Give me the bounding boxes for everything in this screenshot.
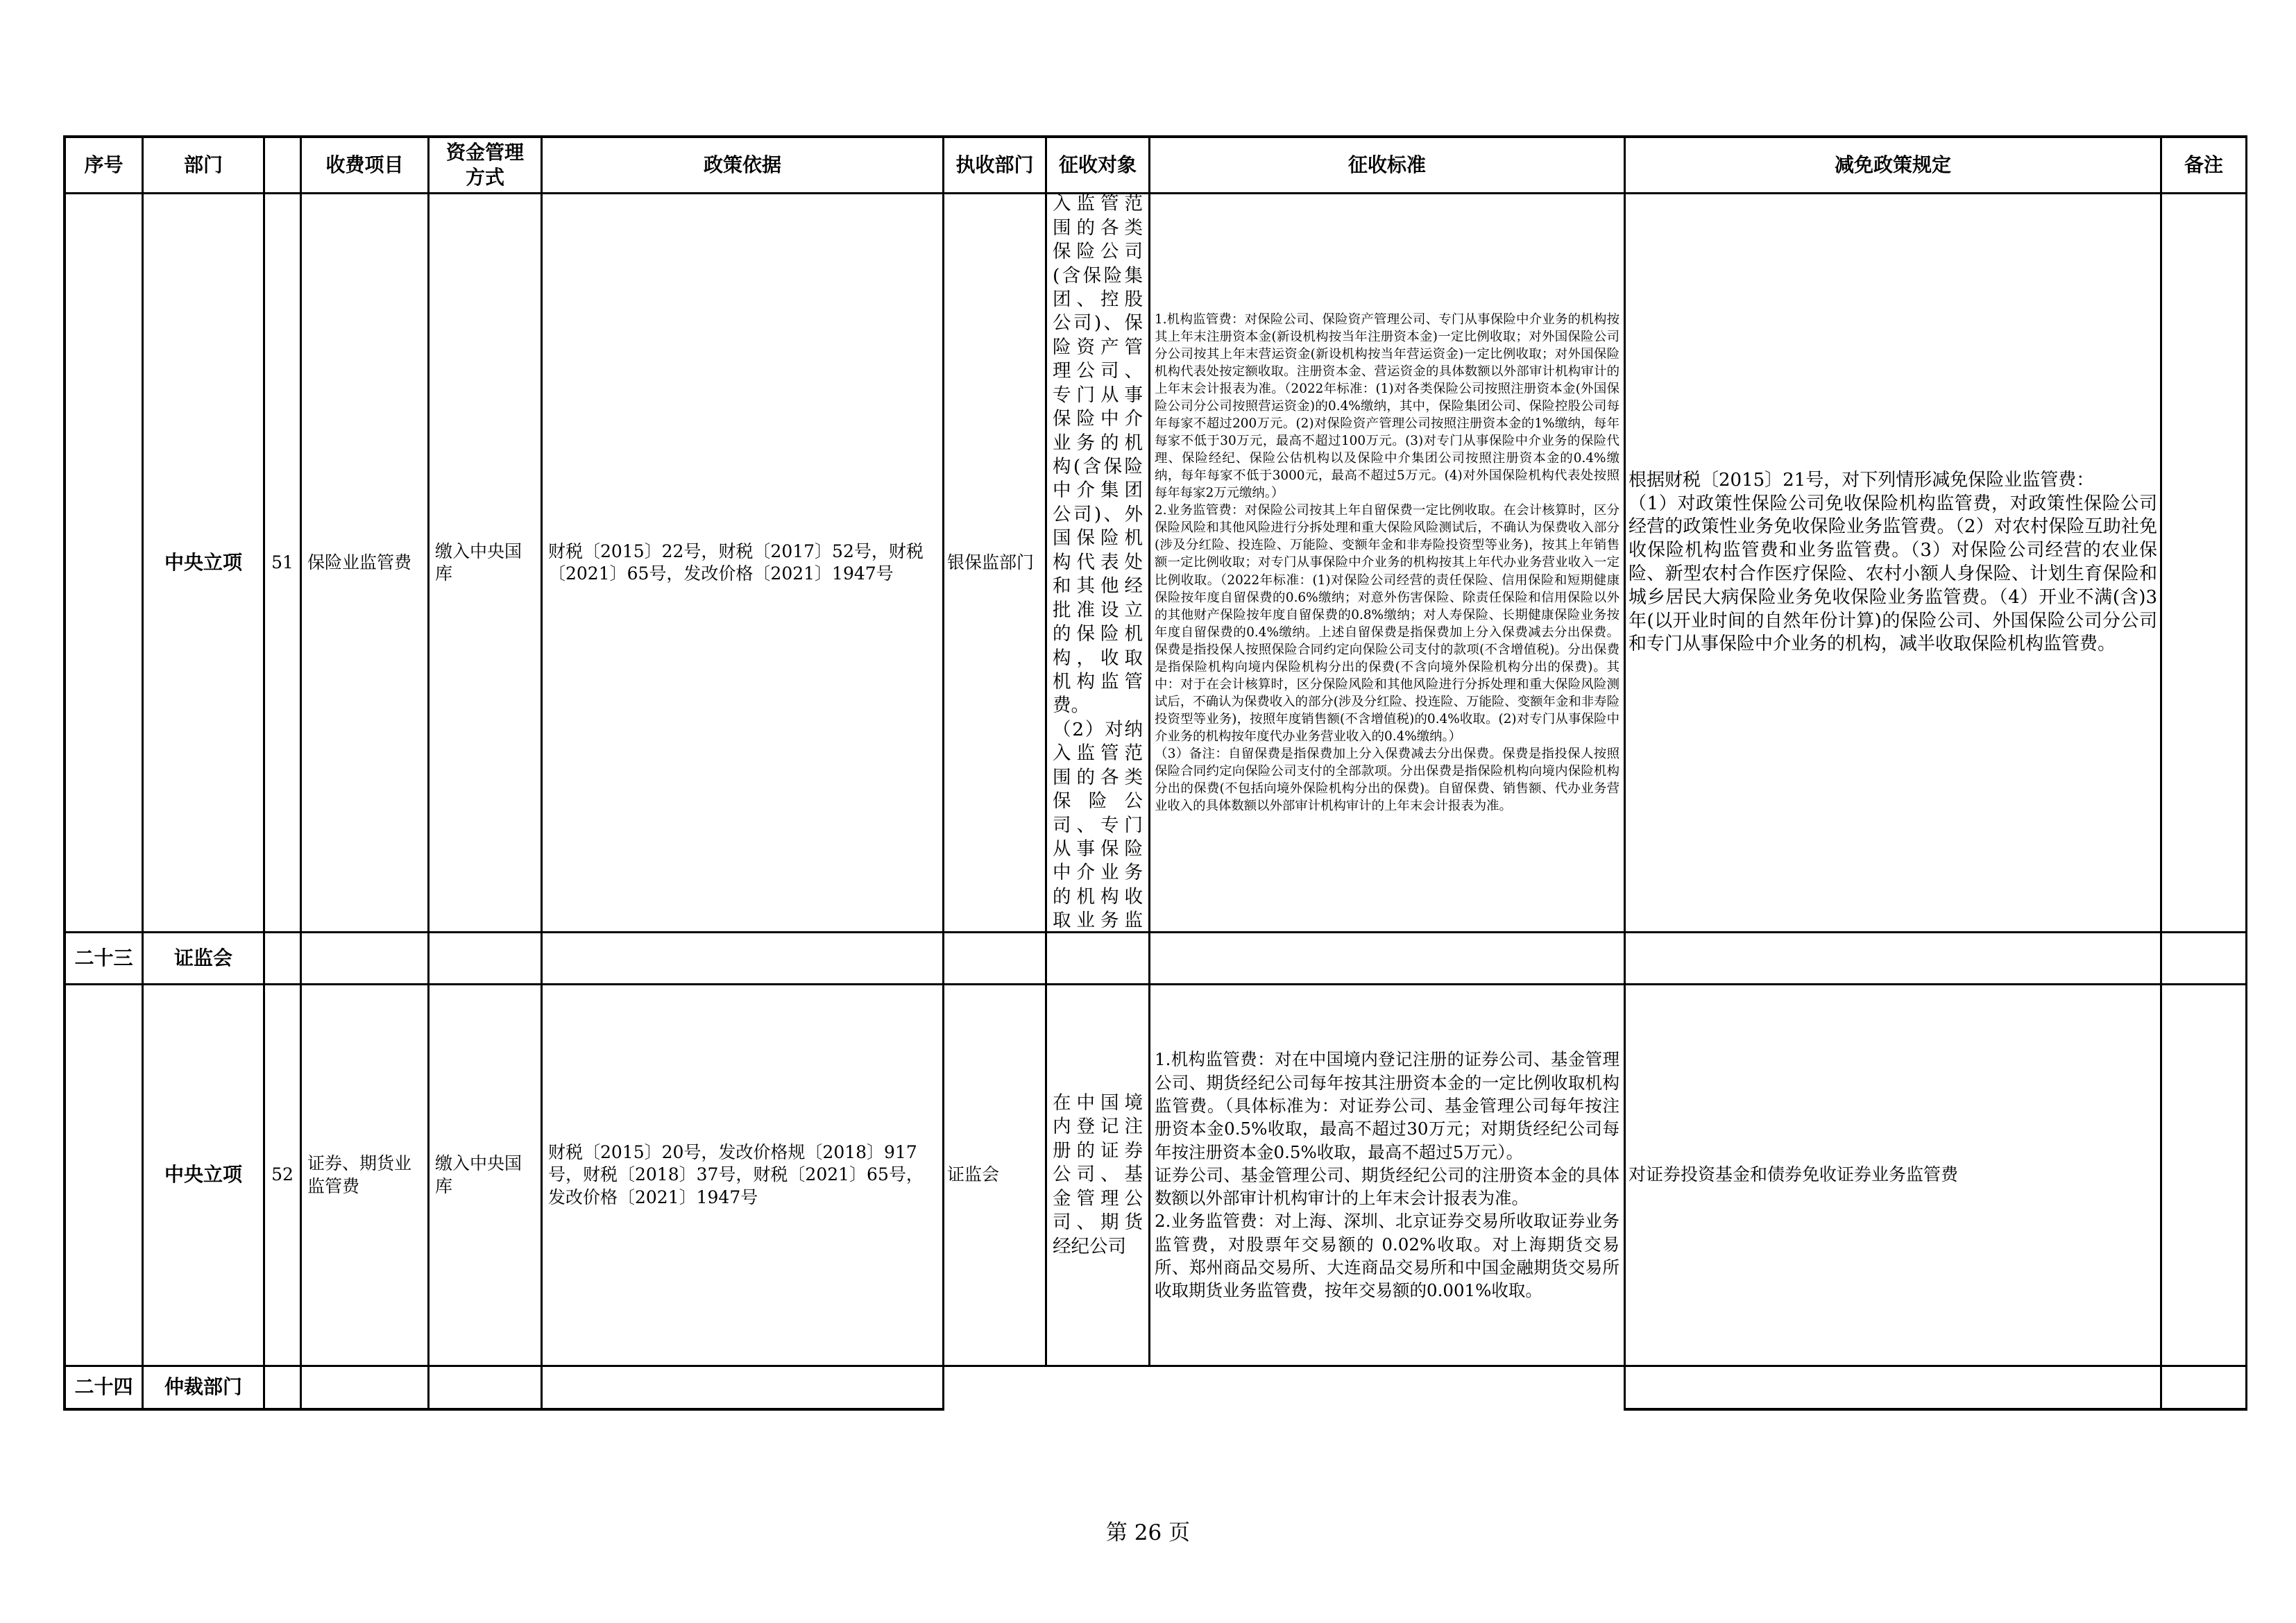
header-collector: 执收部门 (955, 153, 1034, 176)
header-standard: 征收标准 (1347, 153, 1426, 176)
table-border-right (2245, 135, 2247, 1411)
row-52-item: 证券、期货业监管费 (307, 1153, 412, 1196)
header-target: 征收对象 (1058, 153, 1137, 176)
page-number: 第 26 页 (1105, 1520, 1191, 1545)
row-52-dept: 中央立项 (164, 1163, 242, 1187)
section-24-dept: 仲裁部门 (164, 1375, 242, 1399)
header-item: 收费项目 (325, 153, 404, 176)
row-51-exemption-cell (1626, 194, 2160, 931)
row-51-collector: 银保监部门 (947, 552, 1035, 572)
table-rule (63, 931, 2247, 933)
header-policy: 政策依据 (703, 153, 781, 176)
header-seq: 序号 (84, 153, 124, 176)
row-52-target: 在中国境内登记注册的证券公司、基金管理公司、期货经纪公司 (1053, 1091, 1143, 1257)
header-fund: 资金管理方式 (445, 140, 524, 189)
section-24-seq: 二十四 (74, 1375, 133, 1399)
table-rule (1624, 1408, 2247, 1411)
row-51-remark (2162, 194, 2245, 931)
row-51-dept: 中央立项 (164, 550, 242, 574)
row-51-standard-cell (1150, 194, 1624, 931)
row-52-target-cell (1047, 985, 1148, 1365)
header-dept: 部门 (183, 153, 223, 176)
row-52-fund: 缴入中央国库 (435, 1153, 522, 1196)
section-23-dept: 证监会 (173, 946, 232, 969)
row-51-policy: 财税〔2015〕22号，财税〔2017〕52号，财税〔2021〕65号，发改价格〔2021〕1947号 (548, 541, 924, 584)
row-52-exemption: 对证券投资基金和债券免收证券业务监管费 (1629, 1164, 1959, 1185)
table-rule (63, 1408, 944, 1411)
row-52-policy: 财税〔2015〕20号，发改价格规〔2018〕917号，财税〔2018〕37号，财税〔2021〕65号，发改价格〔2021〕1947号 (548, 1141, 924, 1207)
row-51-standard: 1.机构监管费：对保险公司、保险资产管理公司、专门从事保险中介业务的机构按其上年末注册资本金(新设机构按当年注册资本金)一定比例收取；对外国保险公司分公司按其上年末营运资金(新设机构按当年营运资金)一定比例收取；对外国保险机构代表处按定额收取。注册资本金、营运资金的具体数额以外部审计机构审计的上年末会计报表为准。（2022年标准：(1)对各类保险公司按照注册资本金(外国保险公司分公司按照营运资金)的0.4%缴纳，其中，保险集团公司、保险控股公司每年每家不超过200万元。(2)对保险资产管理公司按照注册资本金的1%缴纳，每年每家不低于30万元，最高不超过100万元。(3)对专门从事保险中介业务的保险代理、保险经纪、保险公估机构以及保险中介集团公司按照注册资本金的0.4%缴纳，每年每家不低于3000元，最高不超过5万元。(4)对外国保险机构代表处按照每年每家2万元缴纳。） 2.业务监管费：对保险公司按其上年自留保费一定比例收取。在会计核算时，区分保险风险和其他风险进行分拆处理和重大保险风险测试后，不确认为保费收入部分(涉及分红险、投连险、万能险、变额年金和非寿险投资型等业务)，按其上年销售额一定比例收取；对专门从事保险中介业务的机构按其上年代办业务营业收入一定比例收取。（2022年标准：(1)对保险公司经营的责任保险、信用保险和短期健康保险按年度自留保费的0.6%缴纳；对意外伤害保险、除责任保险和信用保险以外的其他财产保险按年度自留保费的0.8%缴纳；对人寿保险、长期健康保险业务按年度自留保费的0.4%缴纳。上述自留保费是指保费加上分入保费减去分出保费。保费是指投保人按照保险合同约定向保险公司支付的款项(不含增值税)。分出保费是指保险机构向境内保险机构分出的保费(不含向境外保险机构分出的保费)。其中：对于在会计核算时，区分保险风险和其他风险进行分拆处理和重大保险风险测试后，不确认为保费收入的部分(涉及分红险、投连险、万能险、变额年金和非寿险投资型等业务)，按照年度销售额(不含增值税)的0.4%收取。(2)对专门从事保险中介业务的机构按年度代办业务营业收入的0.4%缴纳。） （3）备注：自留保费是指保费加上分入保费减去分出保费。保费是指投保人按照保险合同约定向保险公司支付的全部款项。分出保费是指保险机构向境内保险机构分出的保费(不包括向境外保险机构分出的保费)。自留保费、销售额、代办业务营业收入的具体数额以外部审计机构审计的上年末会计报表为准。 (1155, 312, 1619, 813)
section-23-seq: 二十三 (74, 946, 133, 969)
row-51-target: 入监管范围的各类保险公司(含保险集团、控股公司)、保险资产管理公司、专门从事保险中介业务的机构(含保险中介集团公司)、外国保险机构代表处和其他经批准设立的保险机构，收取机构监管费。 （2）对纳入监管范围的各类保险公司、专门从事保险中介业务的机构收取业务监 (1053, 194, 1143, 931)
row-52-standard: 1.机构监管费：对在中国境内登记注册的证券公司、基金管理公司、期货经纪公司每年按其注册资本金的一定比例收取机构监管费。（具体标准为：对证券公司、基金管理公司每年按注册资本金0.5%收取，最高不超过30万元；对期货经纪公司每年按注册资本金0.5%收取，最高不超过5万元）。 证券公司、基金管理公司、期货经纪公司的注册资本金的具体数额以外部审计机构审计的上年末会计报表为准。 2.业务监管费：对上海、深圳、北京证券交易所收取证券业务监管费，对股票年交易额的 0.02%收取。对上海期货交易所、郑州商品交易所、大连商品交易所和中国金融期货交易所收取期货业务监管费，按年交易额的0.001%收取。 (1155, 1049, 1619, 1301)
row-52-standard-cell (1150, 985, 1624, 1365)
row-51-target-cell (1047, 194, 1148, 931)
row-52-remark (2162, 985, 2245, 1365)
row-51-fund: 缴入中央国库 (435, 541, 522, 584)
table-border-left (63, 135, 66, 1411)
header-exemption: 减免政策规定 (1834, 153, 1951, 176)
row-51-exemption: 根据财税〔2015〕21号，对下列情形减免保险业监管费： （1）对政策性保险公司免收保险机构监管费，对政策性保险公司经营的政策性业务免收保险业务监管费。（2）对农村保险互助社免收保险机构监管费和业务监管费。（3）对保险公司经营的农业保险、新型农村合作医疗保险、农村小额人身保险、计划生育保险和城乡居民大病保险业务免收保险业务监管费。（4）开业不满(含)3年(以开业时间的自然年份计算)的保险公司、外国保险公司分公司和专门从事保险中介业务的机构，减半收取保险机构监管费。 (1629, 469, 2157, 655)
header-remark: 备注 (2184, 153, 2223, 176)
row-52-collector: 证监会 (947, 1164, 1000, 1185)
row-52-number: 52 (271, 1164, 294, 1185)
row-51-item: 保险业监管费 (307, 552, 412, 572)
table-rule (63, 1365, 2247, 1367)
row-51-number: 51 (271, 552, 294, 572)
